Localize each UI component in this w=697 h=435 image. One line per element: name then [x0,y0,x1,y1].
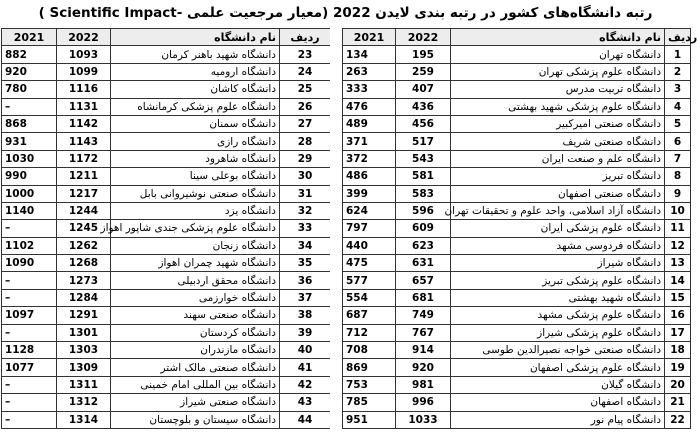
cell-university-name: دانشگاه شهید بهشتی [451,289,665,306]
cell-2022: 681 [396,289,451,306]
cell-2021: 440 [343,237,396,254]
cell-university-name: دانشگاه صنعتی مالک اشتر [111,359,280,376]
cell-2021: 931 [2,133,57,150]
cell-2021: 489 [343,115,396,132]
cell-2022: 1312 [57,394,111,411]
cell-2022: 456 [396,115,451,132]
table-row [2,81,331,98]
cell-university-name: دانشگاه بوعلی سینا [111,168,280,185]
table-row [343,376,691,393]
table-row [343,168,691,185]
cell-2022: 1309 [57,359,111,376]
cell-2021: 990 [2,168,57,185]
header-name: نام دانشگاه [111,29,280,46]
cell-rank: 15 [665,289,691,306]
cell-2021: – [2,324,57,341]
cell-2021: 263 [343,63,396,80]
cell-rank: 41 [280,359,331,376]
cell-university-name: دانشگاه پیام نور [451,411,665,428]
header-rank: ردیف [665,29,691,46]
cell-university-name: دانشگاه تبریز [451,168,665,185]
table-row [2,220,331,237]
cell-rank: 34 [280,237,331,254]
cell-2022: 1262 [57,237,111,254]
cell-rank: 42 [280,376,331,393]
cell-2021: 371 [343,133,396,150]
cell-rank: 11 [665,220,691,237]
cell-rank: 8 [665,168,691,185]
cell-university-name: دانشگاه صنعتی خواجه نصیرالدین طوسی [451,342,665,359]
cell-2021: 577 [343,272,396,289]
cell-university-name: دانشگاه علوم پزشکی جندی شاپور اهواز [111,220,280,237]
cell-2022: 981 [396,376,451,393]
cell-2021: 708 [343,342,396,359]
ranking-table-left [1,28,331,429]
cell-2021: 554 [343,289,396,306]
table-row [2,202,331,219]
cell-rank: 29 [280,150,331,167]
ranking-table-right [342,28,697,429]
cell-university-name: دانشگاه محقق اردبیلی [111,272,280,289]
table-row [343,307,691,324]
cell-university-name: دانشگاه تهران [451,46,665,63]
cell-2022: 581 [396,168,451,185]
cell-2021: – [2,98,57,115]
cell-2022: 596 [396,202,451,219]
cell-rank: 25 [280,81,331,98]
table-row [2,411,331,428]
table-row [2,376,331,393]
cell-rank: 16 [665,307,691,324]
table-row [2,394,331,411]
cell-rank: 4 [665,98,691,115]
cell-2022: 623 [396,237,451,254]
cell-university-name: دانشگاه فردوسی مشهد [451,237,665,254]
cell-rank: 30 [280,168,331,185]
table-row [343,46,691,63]
cell-2022: 609 [396,220,451,237]
cell-university-name: دانشگاه زنجان [111,237,280,254]
cell-university-name: دانشگاه صنعتی اصفهان [451,185,665,202]
cell-2022: 1099 [57,63,111,80]
cell-2021: 869 [343,359,396,376]
cell-2021: 624 [343,202,396,219]
cell-rank: 6 [665,133,691,150]
cell-rank: 13 [665,255,691,272]
table-row [2,255,331,272]
page-title: رتبه دانشگاه‌های کشور در رتبه بندی لایدن 2022 (معیار مرجعیت علمی -Scientific Impact ) [38,5,653,21]
cell-2022: 1311 [57,376,111,393]
cell-2022: 1142 [57,115,111,132]
cell-university-name: دانشگاه صنعتی سهند [111,307,280,324]
cell-2021: 333 [343,81,396,98]
cell-rank: 26 [280,98,331,115]
cell-rank: 35 [280,255,331,272]
cell-university-name: دانشگاه ارومیه [111,63,280,80]
cell-rank: 37 [280,289,331,306]
table-row [343,150,691,167]
cell-2022: 1211 [57,168,111,185]
cell-2021: 1128 [2,342,57,359]
header-2022: 2022 [57,29,111,46]
cell-2022: 1143 [57,133,111,150]
cell-university-name: دانشگاه مازندران [111,342,280,359]
table-separator [330,28,342,434]
cell-2021: 1030 [2,150,57,167]
cell-2022: 436 [396,98,451,115]
cell-rank: 10 [665,202,691,219]
cell-university-name: دانشگاه علوم پزشکی کرمانشاه [111,98,280,115]
cell-university-name: دانشگاه تربیت مدرس [451,81,665,98]
table-row [2,237,331,254]
table-row [2,359,331,376]
cell-rank: 40 [280,342,331,359]
cell-rank: 39 [280,324,331,341]
cell-rank: 7 [665,150,691,167]
header-rank: ردیف [280,29,331,46]
cell-2022: 1033 [396,411,451,428]
cell-2021: 951 [343,411,396,428]
table-row [2,289,331,306]
cell-2022: 1268 [57,255,111,272]
cell-university-name: دانشگاه علوم پزشکی شهید بهشتی [451,98,665,115]
table-row [343,185,691,202]
cell-2022: 631 [396,255,451,272]
table-row [343,289,691,306]
header-2021: 2021 [343,29,396,46]
cell-rank: 2 [665,63,691,80]
cell-2021: 1000 [2,185,57,202]
cell-rank: 36 [280,272,331,289]
cell-2021: 712 [343,324,396,341]
table-row [343,63,691,80]
cell-2021: 1097 [2,307,57,324]
cell-2021: – [2,272,57,289]
cell-2022: 583 [396,185,451,202]
cell-2022: 1093 [57,46,111,63]
header-2021: 2021 [2,29,57,46]
cell-2022: 920 [396,359,451,376]
table-row [343,394,691,411]
cell-university-name: دانشگاه علوم پزشکی ایران [451,220,665,237]
cell-university-name: دانشگاه گیلان [451,376,665,393]
cell-university-name: دانشگاه سیستان و بلوچستان [111,411,280,428]
cell-rank: 1 [665,46,691,63]
cell-rank: 5 [665,115,691,132]
cell-rank: 22 [665,411,691,428]
cell-rank: 14 [665,272,691,289]
cell-university-name: دانشگاه بین المللی امام خمینی [111,376,280,393]
table-row [343,237,691,254]
table-row [2,324,331,341]
cell-2022: 1284 [57,289,111,306]
table-row [343,272,691,289]
cell-2022: 1303 [57,342,111,359]
cell-university-name: دانشگاه علوم پزشکی مشهد [451,307,665,324]
cell-2022: 1244 [57,202,111,219]
cell-university-name: دانشگاه صنعتی امیرکبیر [451,115,665,132]
table-row [2,168,331,185]
cell-rank: 27 [280,115,331,132]
table-row [2,63,331,80]
cell-rank: 3 [665,81,691,98]
cell-rank: 44 [280,411,331,428]
cell-2022: 914 [396,342,451,359]
cell-2022: 1291 [57,307,111,324]
cell-university-name: دانشگاه علوم پزشکی اصفهان [451,359,665,376]
cell-2022: 1131 [57,98,111,115]
cell-2021: – [2,411,57,428]
table-row [343,81,691,98]
cell-2022: 259 [396,63,451,80]
cell-2021: – [2,394,57,411]
header-name: نام دانشگاه [451,29,665,46]
cell-2022: 543 [396,150,451,167]
cell-2022: 1314 [57,411,111,428]
cell-university-name: دانشگاه آزاد اسلامی، واحد علوم و تحقیقات تهران [451,202,665,219]
cell-2021: 1102 [2,237,57,254]
cell-2021: – [2,376,57,393]
table-row [343,133,691,150]
cell-2022: 767 [396,324,451,341]
table-row [2,133,331,150]
cell-2021: 1140 [2,202,57,219]
cell-rank: 33 [280,220,331,237]
cell-2021: 399 [343,185,396,202]
cell-rank: 28 [280,133,331,150]
table-row [343,202,691,219]
cell-2021: 372 [343,150,396,167]
table-row [2,150,331,167]
cell-university-name: دانشگاه کردستان [111,324,280,341]
cell-university-name: دانشگاه سمنان [111,115,280,132]
cell-2021: 785 [343,394,396,411]
cell-2022: 407 [396,81,451,98]
table-row [2,342,331,359]
cell-rank: 12 [665,237,691,254]
table-row [2,46,331,63]
table-row [343,98,691,115]
cell-2021: 687 [343,307,396,324]
cell-2021: 1077 [2,359,57,376]
cell-2021: 797 [343,220,396,237]
table-row [343,255,691,272]
cell-2021: 780 [2,81,57,98]
cell-university-name: دانشگاه علوم پزشکی تهران [451,63,665,80]
cell-2021: 486 [343,168,396,185]
cell-rank: 24 [280,63,331,80]
cell-rank: 23 [280,46,331,63]
cell-2021: 475 [343,255,396,272]
table-row [343,359,691,376]
cell-university-name: دانشگاه صنعتی نوشیروانی بابل [111,185,280,202]
table-row [2,115,331,132]
cell-2021: – [2,289,57,306]
table-row [343,342,691,359]
cell-university-name: دانشگاه کاشان [111,81,280,98]
cell-rank: 9 [665,185,691,202]
cell-university-name: دانشگاه یزد [111,202,280,219]
cell-2021: 134 [343,46,396,63]
cell-2022: 1273 [57,272,111,289]
table-header-row [2,29,331,46]
cell-2021: 476 [343,98,396,115]
cell-university-name: دانشگاه شیراز [451,255,665,272]
table-header-row [343,29,691,46]
cell-rank: 31 [280,185,331,202]
cell-rank: 43 [280,394,331,411]
cell-university-name: دانشگاه خوارزمی [111,289,280,306]
cell-university-name: دانشگاه علوم پزشکی تبریز [451,272,665,289]
cell-2022: 195 [396,46,451,63]
table-body-left [2,46,331,429]
cell-2022: 1217 [57,185,111,202]
cell-2021: 1090 [2,255,57,272]
cell-2022: 1245 [57,220,111,237]
cell-university-name: دانشگاه صنعتی شیراز [111,394,280,411]
cell-rank: 18 [665,342,691,359]
cell-university-name: دانشگاه شهید باهنر کرمان [111,46,280,63]
table-row [343,220,691,237]
cell-rank: 32 [280,202,331,219]
cell-university-name: دانشگاه اصفهان [451,394,665,411]
cell-2021: – [2,220,57,237]
cell-university-name: دانشگاه شاهرود [111,150,280,167]
table-row [2,98,331,115]
table-row [2,185,331,202]
cell-2022: 1301 [57,324,111,341]
cell-rank: 21 [665,394,691,411]
cell-2021: 753 [343,376,396,393]
cell-2022: 1116 [57,81,111,98]
cell-rank: 19 [665,359,691,376]
cell-university-name: دانشگاه علوم پزشکی شیراز [451,324,665,341]
cell-university-name: دانشگاه علم و صنعت ایران [451,150,665,167]
cell-university-name: دانشگاه صنعتی شریف [451,133,665,150]
header-2022: 2022 [396,29,451,46]
table-row [343,411,691,428]
table-row [2,272,331,289]
cell-2021: 882 [2,46,57,63]
cell-rank: 38 [280,307,331,324]
cell-2022: 996 [396,394,451,411]
table-body-right [343,46,691,429]
cell-rank: 20 [665,376,691,393]
table-row [2,307,331,324]
cell-2021: 920 [2,63,57,80]
cell-university-name: دانشگاه رازی [111,133,280,150]
cell-2022: 749 [396,307,451,324]
table-row [343,115,691,132]
cell-2021: 868 [2,115,57,132]
cell-rank: 17 [665,324,691,341]
cell-2022: 517 [396,133,451,150]
table-row [343,324,691,341]
cell-2022: 657 [396,272,451,289]
cell-university-name: دانشگاه شهید چمران اهواز [111,255,280,272]
cell-2022: 1172 [57,150,111,167]
